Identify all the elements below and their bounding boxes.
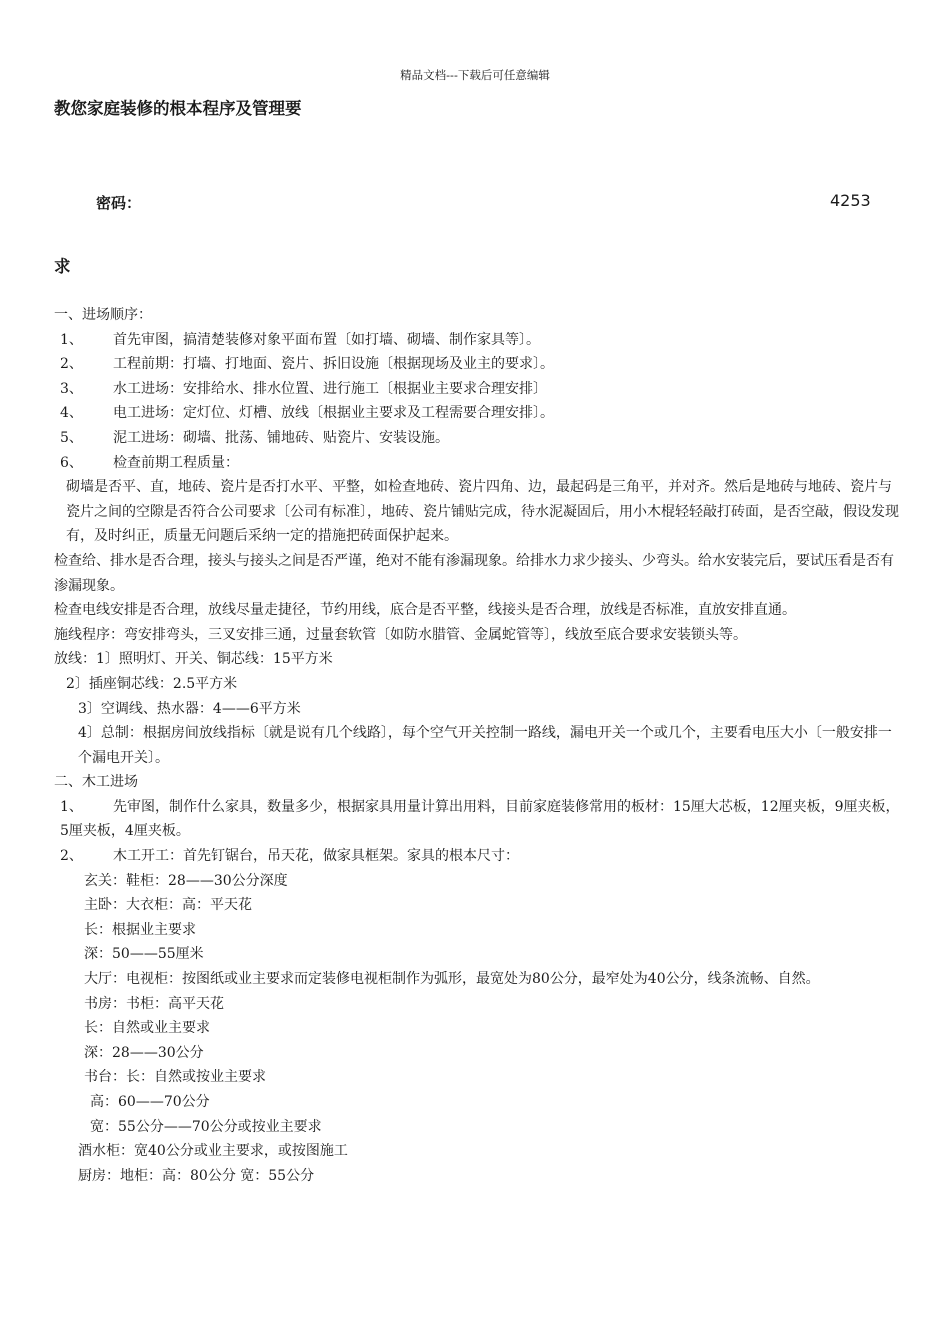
list-number: 2、: [60, 356, 83, 373]
list-item: [54, 401, 904, 426]
furniture-master-length: 长：根据业主要求: [84, 921, 196, 938]
list-text: 检查前期工程质量：: [113, 454, 239, 471]
list-text: 水工进场：安排给水、排水位置、进行施工〔根据业主要求合理安排〕: [113, 380, 547, 397]
furniture-kitchen: 厨房：地柜：高：80公分 宽：55公分: [78, 1167, 315, 1184]
furniture-study: 书房：书柜：高平天花: [84, 995, 224, 1012]
wire-spec-3: 3〕空调线、热水器：4——6平方米: [78, 700, 301, 717]
furniture-master: 主卧：大衣柜：高：平天花: [84, 897, 252, 914]
list-item: [54, 426, 904, 451]
furniture-hall: 大厅：电视柜：按图纸或业主要求而定装修电视柜制作为弧形，最宽处为80公分，最窄处为40公分，线条流畅、自然。: [84, 971, 820, 988]
furniture-desk-height: 高：60——70公分: [90, 1094, 210, 1110]
list-text: 电工进场：定灯位、灯槽、放线〔根据业主要求及工程需要合理安排〕。: [113, 405, 554, 422]
document-title-tail: 求: [54, 257, 71, 276]
password-value: 4253: [830, 191, 871, 210]
furniture-master-depth: 深：50——55厘米: [84, 946, 204, 963]
list-number: 2、: [60, 848, 83, 865]
furniture-desk: 书台：长：自然或按业主要求: [84, 1069, 266, 1086]
paragraph-procedure: 施线程序：弯安排弯头，三叉安排三通，过量套软管〔如防水腊管、金属蛇管等〕，线放至底合要求安装锁头等。: [54, 626, 747, 643]
wire-spec-4: 4〕总制：根据房间放线指标〔就是说有几个线路〕，每个空气开关控制一路线，漏电开关一个或几个，主要看电压大小〔一般安排一个漏电开关〕。: [78, 725, 892, 766]
list-number: 1、: [60, 798, 83, 815]
paragraph-masonry: 砌墙是否平、直，地砖、瓷片是否打水平、平整，如检查地砖、瓷片四角、边，最起码是三角平，并对齐。然后是地砖与地砖、瓷片与瓷片之间的空隙是否符合公司要求〔公司有标准〕，地砖、瓷片铺贴完成，待水泥凝固后，用小木棍轻轻敲打砖面，是否空敲，假设发现有，及时纠正，质量无问题后采纳一定的措施把砖面保护起来。: [66, 479, 899, 545]
furniture-study-depth: 深：28——30公分: [84, 1044, 204, 1061]
list-number: 4、: [60, 405, 83, 422]
section-heading-entry-order: 一、进场顺序：: [54, 307, 152, 323]
list-item: [54, 377, 904, 402]
list-text: 木工开工：首先钉锯台，吊天花，做家具框架。家具的根本尺寸：: [113, 848, 519, 865]
list-text: 首先审图，搞清楚装修对象平面布置〔如打墙、砌墙、制作家具等〕。: [113, 331, 540, 348]
wire-spec-2: 2〕插座铜芯线：2.5平方米: [66, 675, 238, 692]
section-heading-carpentry: 二、木工进场: [54, 774, 138, 791]
list-item: [54, 451, 904, 476]
list-item: [54, 328, 904, 353]
furniture-entry: 玄关：鞋柜：28——30公分深度: [84, 872, 288, 889]
list-number: 5、: [60, 429, 83, 446]
list-text: 泥工进场：砌墙、批荡、铺地砖、贴瓷片、安装设施。: [113, 429, 449, 446]
furniture-wine-cabinet: 酒水柜：宽40公分或业主要求，或按图施工: [78, 1143, 348, 1160]
list-text: 工程前期：打墙、打地面、瓷片、拆旧设施〔根据现场及业主的要求〕。: [113, 356, 554, 373]
list-item: [54, 795, 904, 844]
list-number: 6、: [60, 454, 83, 471]
wire-spec-1: 放线：1〕照明灯、开关、铜芯线：15平方米: [54, 651, 333, 668]
list-item: [54, 352, 904, 377]
password-label: 密码：: [96, 194, 142, 212]
paragraph-wiring: 检查电线安排是否合理，放线尽量走捷径，节约用线，底合是否平整，线接头是否合理，放线是否标准，直放安排直通。: [54, 602, 796, 619]
document-body: [54, 303, 904, 1188]
document-title: 教您家庭装修的根本程序及管理要: [54, 99, 302, 118]
header-note: 精品文档---下载后可任意编辑: [400, 68, 550, 82]
furniture-study-length: 长：自然或业主要求: [84, 1020, 210, 1037]
list-number: 1、: [60, 331, 83, 348]
list-item: [54, 844, 904, 869]
list-number: 3、: [60, 380, 83, 397]
list-text: 先审图，制作什么家具，数量多少，根据家具用量计算出用料，目前家庭装修常用的板材：15厘大芯板，12厘夹板，9厘夹板，5厘夹板，4厘夹板。: [60, 798, 900, 840]
paragraph-water: 检查给、排水是否合理，接头与接头之间是否严谨，绝对不能有渗漏现象。给排水力求少接头、少弯头。给水安装完后，要试压看是否有渗漏现象。: [54, 552, 894, 594]
furniture-desk-width: 宽：55公分——70公分或按业主要求: [90, 1118, 322, 1135]
